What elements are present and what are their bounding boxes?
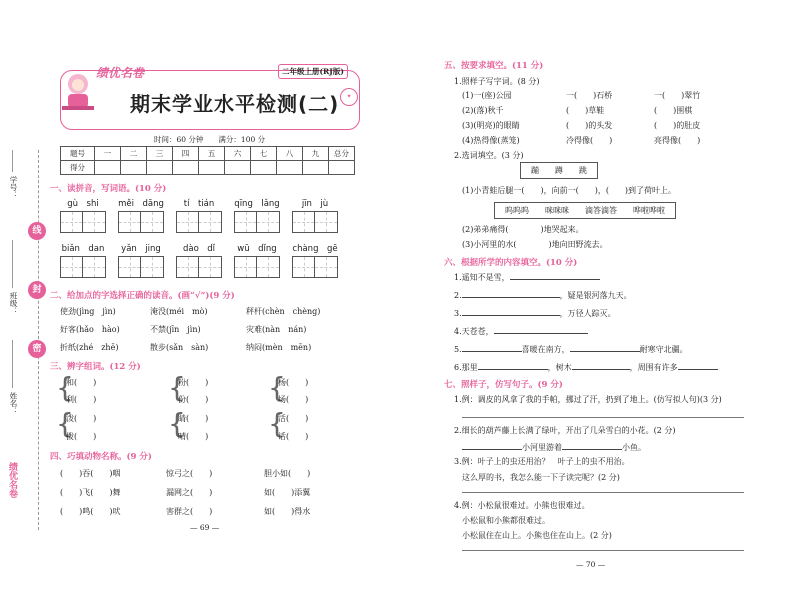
word-pair-item[interactable]: 活( ) <box>278 414 309 423</box>
question-5-1: 1.照样子写字词。(8 分) <box>454 77 540 86</box>
writing-cell[interactable] <box>257 211 280 233</box>
word-choice-box-1: 蹦 蹲 跳 <box>520 162 598 179</box>
writing-cell[interactable] <box>257 256 280 278</box>
word-pair-item[interactable]: 话( ) <box>278 432 309 441</box>
word-pair-item[interactable]: 杨( ) <box>278 378 309 387</box>
section-3-title: 三、辨字组词。(12 分) <box>50 362 141 372</box>
pinyin-grid <box>60 197 106 233</box>
score-table-score-row <box>61 161 355 175</box>
answer-line[interactable] <box>462 550 744 551</box>
answer-line[interactable] <box>462 417 744 418</box>
score-header-cell: 题号 <box>61 147 95 161</box>
score-cell[interactable] <box>147 161 173 175</box>
answer-blank[interactable] <box>678 369 718 370</box>
section-7-title: 七、照样子，仿写句子。(9 分) <box>444 380 563 390</box>
section-2-title: 二、给加点的字选择正确的读音。(画“√”)(9 分) <box>50 291 235 301</box>
pinyin-grid <box>118 242 164 278</box>
score-cell[interactable] <box>121 161 147 175</box>
answer-line[interactable] <box>462 492 744 493</box>
writing-cell[interactable] <box>141 256 164 278</box>
poem-line[interactable] <box>454 308 616 319</box>
score-header-cell: 一 <box>95 147 121 161</box>
score-header-cell: 四 <box>173 147 199 161</box>
score-table-header-row <box>61 147 355 161</box>
question-7-4-prompt: 小松鼠住在山上。小熊也住在山上。(2 分) <box>462 531 612 540</box>
girl-mascot-icon <box>60 72 96 112</box>
answer-blank[interactable] <box>562 449 622 450</box>
score-header-cell: 二 <box>121 147 147 161</box>
word-pair-item[interactable]: 晴( ) <box>178 432 209 441</box>
score-cell[interactable] <box>225 161 251 175</box>
fill-blank[interactable]: ( )草鞋 <box>566 106 605 115</box>
reading-choice[interactable]: 使劲(jìng jìn) <box>60 307 116 316</box>
poem-text: ，万径人踪灭。 <box>559 309 616 318</box>
seal-feng: 封 <box>28 281 46 299</box>
class-label: 班级： <box>9 292 18 315</box>
score-cell[interactable] <box>95 161 121 175</box>
pinyin-text: měi dāng <box>118 199 164 209</box>
brace-icon: { <box>56 371 74 404</box>
strip-brand: 绩优名卷 <box>7 462 17 498</box>
poem-line[interactable] <box>454 326 588 337</box>
writing-cell[interactable] <box>118 256 141 278</box>
word-pair-item[interactable]: 睛( ) <box>178 414 209 423</box>
fill-sentence[interactable]: (1)小青蛙后腿一( )，向前一( )，( )到了荷叶上。 <box>462 186 677 195</box>
idiom-blank[interactable]: 如( )添翼 <box>264 488 311 497</box>
reading-choice[interactable]: 折纸(zhé zhē) <box>60 343 119 352</box>
answer-blank[interactable] <box>572 369 630 370</box>
idiom-blank[interactable]: ( )鸣( )吠 <box>60 507 121 516</box>
poem-line[interactable] <box>454 362 718 373</box>
question-5-2: 2.选词填空。(3 分) <box>454 151 524 160</box>
fill-blank[interactable]: ( )的头发 <box>566 121 613 130</box>
writing-cell[interactable] <box>176 256 199 278</box>
sample-item: (4)热得像(蒸笼) <box>462 136 520 145</box>
score-cell[interactable] <box>277 161 303 175</box>
score-header-cell: 八 <box>277 147 303 161</box>
word-pair-item[interactable]: 拨( ) <box>66 432 97 441</box>
brand-name: 绩优名卷 <box>96 66 145 80</box>
poem-line[interactable] <box>454 290 632 301</box>
question-7-4: 4.例：小松鼠很难过。小熊也很难过。 <box>454 501 590 510</box>
fill-blank[interactable]: 亮得像( ) <box>654 136 701 145</box>
fill-sentence[interactable]: (2)弟弟痛得( )地哭起来。 <box>462 225 584 234</box>
score-header-cell: 总分 <box>329 147 355 161</box>
score-cell[interactable] <box>251 161 277 175</box>
word-pair-item[interactable]: 泼( ) <box>66 414 97 423</box>
word-choice-box-2: 呜呜呜 咪咪咪 滴答滴答 哗啦哗啦 <box>494 202 676 219</box>
poem-line[interactable] <box>454 344 688 355</box>
answer-blank[interactable] <box>462 315 560 316</box>
page-number-left: — 69 — <box>190 523 220 532</box>
fill-blank[interactable]: 一( )石桥 <box>566 91 613 100</box>
score-cell[interactable] <box>199 161 225 175</box>
fill-blank[interactable]: ( )的肚皮 <box>654 121 701 130</box>
name-label: 姓名： <box>9 392 18 415</box>
writing-cell[interactable] <box>292 256 315 278</box>
answer-blank[interactable] <box>462 297 560 298</box>
score-header-cell: 九 <box>303 147 329 161</box>
idiom-blank[interactable]: 漏网之( ) <box>166 488 213 497</box>
idiom-blank[interactable]: 如( )得水 <box>264 507 311 516</box>
answer-blank[interactable] <box>462 351 522 352</box>
pinyin-text: biǎn dan <box>61 244 105 254</box>
question-7-1: 1.例：调皮的风拿了我的手帕，挪过了汗，扔到了地上。(仿写拟人句)(3 分) <box>454 395 722 404</box>
page-title: 期末学业水平检测(二) <box>130 92 340 116</box>
pinyin-text: tí tián <box>183 199 215 209</box>
score-header-cell: 五 <box>199 147 225 161</box>
grade-tag: 二年级上册(RJ版) <box>278 64 348 79</box>
pinyin-text: jīn jù <box>301 199 329 209</box>
poem-text: 5. <box>454 345 462 354</box>
section-5-title: 五、按要求填空。(11 分) <box>444 61 544 71</box>
fill-blank[interactable]: 一( )翠竹 <box>654 91 701 100</box>
name-blank[interactable] <box>12 340 13 388</box>
answer-blank[interactable] <box>478 369 548 370</box>
pinyin-grid <box>292 197 338 233</box>
idiom-blank[interactable]: ( )飞( )舞 <box>60 488 121 497</box>
writing-cell[interactable] <box>315 211 338 233</box>
writing-cell[interactable] <box>60 211 83 233</box>
score-header-cell: 三 <box>147 147 173 161</box>
reading-choice[interactable]: 散步(sǎn sàn) <box>150 343 209 352</box>
class-blank[interactable] <box>12 240 13 288</box>
poem-text: 3. <box>454 309 462 318</box>
score-header-cell: 六 <box>225 147 251 161</box>
reading-choice[interactable]: 灾难(nàn nán) <box>246 325 307 334</box>
poem-text: 6.那里 <box>454 363 478 372</box>
score-cell[interactable] <box>173 161 199 175</box>
exam-meta: 时间：60 分钟 满分：100 分 <box>154 135 266 144</box>
brace-icon: { <box>168 407 186 440</box>
sentence-text: 小鱼。 <box>622 443 646 452</box>
writing-cell[interactable] <box>83 211 106 233</box>
pinyin-grid <box>60 242 106 278</box>
sample-item: (1)一(座)公园 <box>462 91 512 100</box>
student-id-label: 学号： <box>9 176 18 199</box>
brace-icon: { <box>268 407 286 440</box>
writing-cell[interactable] <box>83 256 106 278</box>
pinyin-text: wū dǐng <box>237 244 277 254</box>
student-id-blank[interactable] <box>12 150 13 172</box>
word-pair-item[interactable]: 场( ) <box>278 395 309 404</box>
answer-blank[interactable] <box>510 279 600 280</box>
writing-cell[interactable] <box>315 256 338 278</box>
idiom-blank[interactable]: ( )吞( )咽 <box>60 469 121 478</box>
poem-text: ，疑是银河落九天。 <box>559 291 632 300</box>
poem-text: ，周围有许多 <box>629 363 678 372</box>
writing-cell[interactable] <box>60 256 83 278</box>
pinyin-text: gù shi <box>67 199 99 209</box>
word-pair-item[interactable]: 粉( ) <box>178 378 209 387</box>
idiom-blank[interactable]: 害群之( ) <box>166 507 213 516</box>
pinyin-grid <box>234 242 280 278</box>
writing-cell[interactable] <box>118 211 141 233</box>
pinyin-grid <box>176 197 222 233</box>
fill-blank[interactable]: 冷得像( ) <box>566 136 613 145</box>
writing-cell[interactable] <box>141 211 164 233</box>
poem-text: 4.天苍苍， <box>454 327 494 336</box>
section-1-title: 一、读拼音，写词语。(10 分) <box>50 184 167 194</box>
pinyin-text: dào dǐ <box>182 244 216 254</box>
poem-text: ，树木 <box>547 363 572 372</box>
writing-cell[interactable] <box>199 211 222 233</box>
score-cell[interactable] <box>329 161 355 175</box>
brace-icon: { <box>168 371 186 404</box>
answer-row[interactable] <box>462 442 646 453</box>
poem-text: 耐寒守北疆。 <box>639 345 688 354</box>
pinyin-text: chàng gē <box>292 244 338 254</box>
reading-choice[interactable]: 好客(hǎo hào) <box>60 325 120 334</box>
section-4-title: 四、巧填动物名称。(9 分) <box>50 452 152 462</box>
reading-choice[interactable]: 淹没(méi mò) <box>150 307 208 316</box>
seal-mi: 密 <box>28 340 46 358</box>
score-label-cell: 得分 <box>61 161 95 175</box>
fill-sentence[interactable]: (3)小河里的水( )地向田野流去。 <box>462 240 608 249</box>
writing-cell[interactable] <box>176 211 199 233</box>
answer-blank[interactable] <box>462 449 522 450</box>
corner-badge-icon: ✦ <box>340 88 358 106</box>
sample-item: (2)(落)秋千 <box>462 106 504 115</box>
seal-xian: 线 <box>28 222 46 240</box>
writing-cell[interactable] <box>234 256 257 278</box>
section-6-title: 六、根据所学的内容填空。(10 分) <box>444 258 578 268</box>
poem-text: 1.遥知不是雪， <box>454 273 510 282</box>
poem-line[interactable] <box>454 272 600 283</box>
score-cell[interactable] <box>303 161 329 175</box>
poem-text: 喜暖在南方， <box>521 345 570 354</box>
fill-blank[interactable]: ( )围棋 <box>654 106 693 115</box>
poem-text: 2. <box>454 291 462 300</box>
idiom-blank[interactable]: 惊弓之( ) <box>166 469 213 478</box>
pinyin-grid <box>292 242 338 278</box>
writing-cell[interactable] <box>292 211 315 233</box>
score-table <box>60 146 355 175</box>
word-pair-item[interactable]: 和( ) <box>66 378 97 387</box>
brace-icon: { <box>56 407 74 440</box>
idiom-blank[interactable]: 胆小如( ) <box>264 469 311 478</box>
sentence-text: 小河里游着 <box>522 443 562 452</box>
pinyin-grid <box>234 197 280 233</box>
writing-cell[interactable] <box>199 256 222 278</box>
sample-item: (3)(明亮)的眼睛 <box>462 121 520 130</box>
word-pair-item[interactable]: 份( ) <box>178 395 209 404</box>
score-header-cell: 七 <box>251 147 277 161</box>
question-7-3: 3.例：叶子上的虫还用治？ 叶子上的虫不用治。 <box>454 457 630 466</box>
reading-choice[interactable]: 不禁(jīn jìn) <box>150 325 201 334</box>
pinyin-text: qīng lǎng <box>234 199 280 209</box>
pinyin-grid <box>176 242 222 278</box>
pinyin-grid <box>118 197 164 233</box>
page-number-right: — 70 — <box>576 560 606 569</box>
brace-icon: { <box>268 371 286 404</box>
answer-blank[interactable] <box>570 351 640 352</box>
question-7-3-prompt: 这么厚的书，我怎么能一下子读完呢？(2 分) <box>462 473 620 482</box>
reading-choice[interactable]: 纳闷(mèn mēn) <box>246 343 312 352</box>
reading-choice[interactable]: 秤杆(chèn chèng) <box>246 307 321 316</box>
example-result: 小松鼠和小熊都很难过。 <box>462 516 550 525</box>
question-7-2: 2.细长的葫芦藤上长满了绿叶，开出了几朵雪白的小花。(2 分) <box>454 426 676 435</box>
word-pair-item[interactable]: 利( ) <box>66 395 97 404</box>
answer-blank[interactable] <box>494 333 588 334</box>
pinyin-text: yǎn jing <box>121 244 161 254</box>
writing-cell[interactable] <box>234 211 257 233</box>
